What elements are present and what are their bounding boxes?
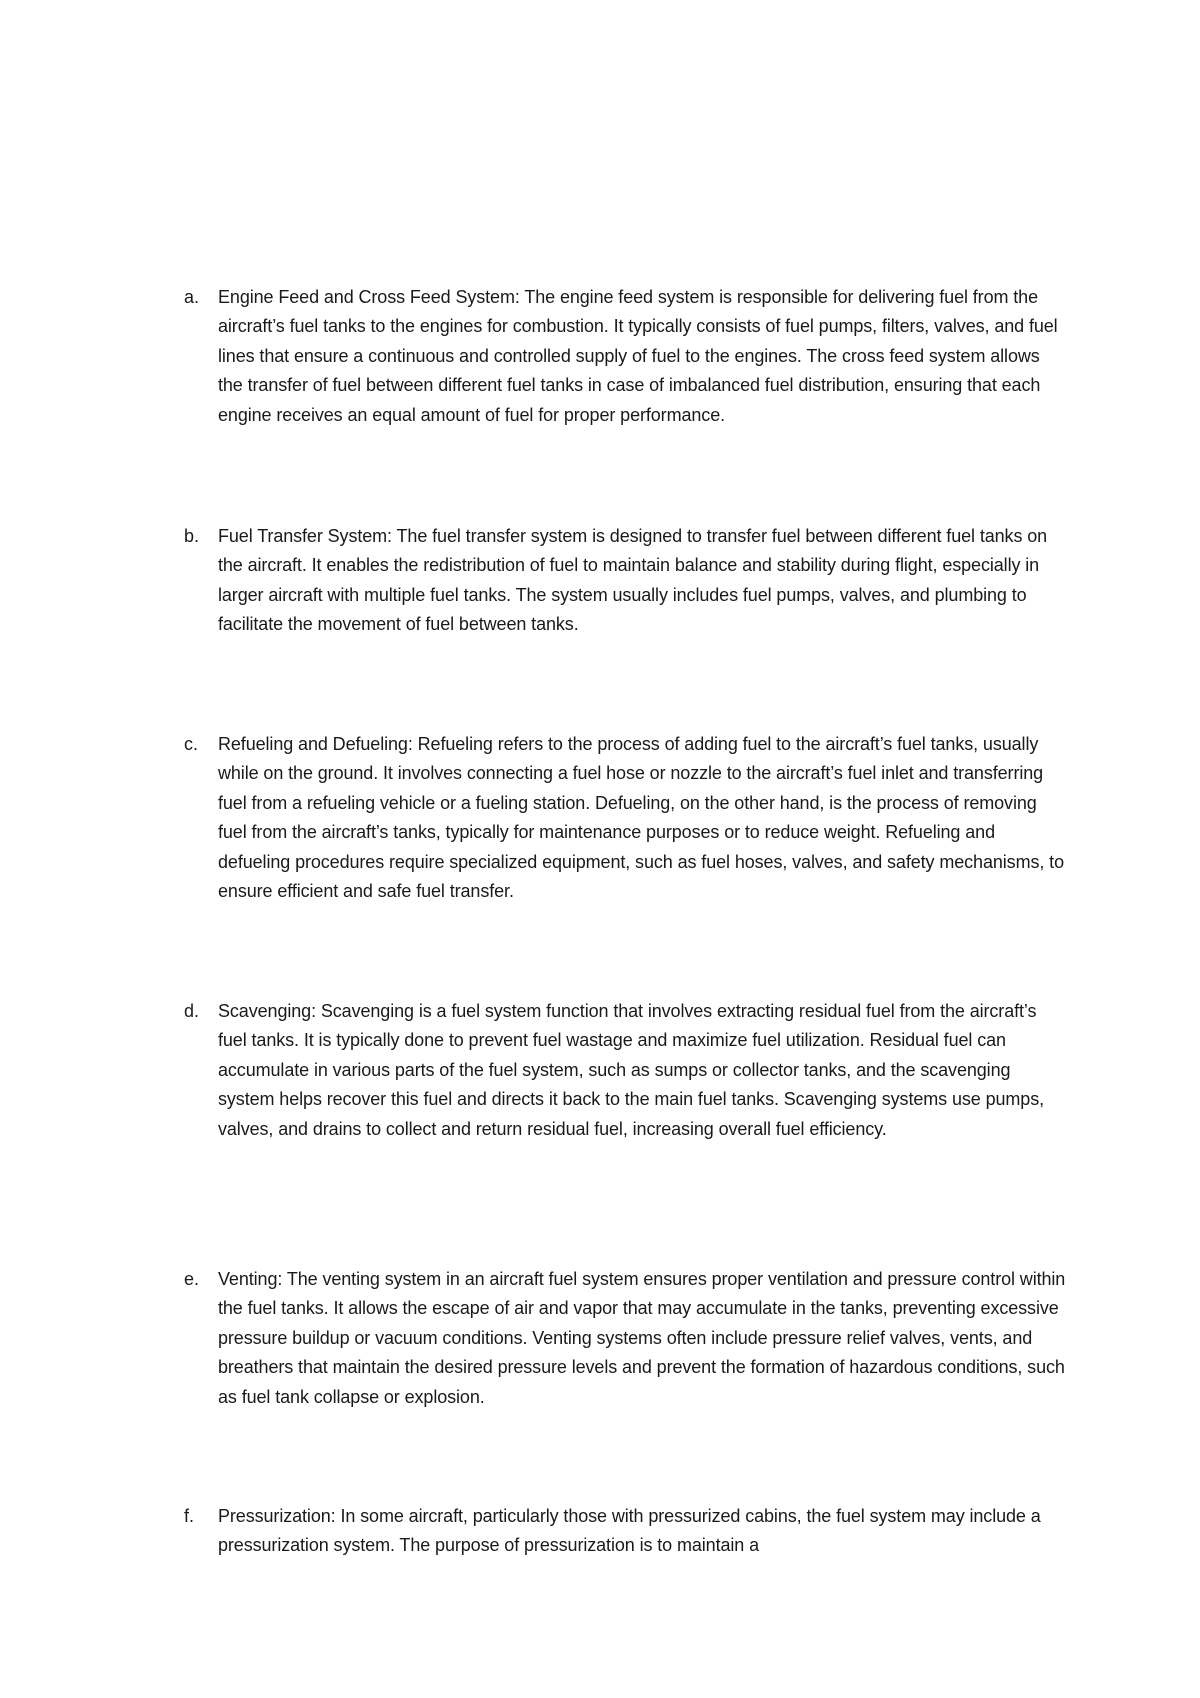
list-marker: c.	[184, 734, 199, 754]
list-item-text: Fuel Transfer System: The fuel transfer system is designed to transfer fuel between different fuel tanks on the aircraft. It enables the redistribution of fuel to maintain balance and stability during flight, especially in larger aircraft with multiple fuel tanks. The system usually includes fuel pumps, valves, and plumbing to facilitate the movement of fuel between tanks.	[218, 526, 1048, 635]
list-marker: f.	[184, 1506, 195, 1526]
list-marker: a.	[184, 287, 200, 307]
list-item-text: Venting: The venting system in an aircraft fuel system ensures proper ventilation and pressure control within the fuel tanks. It allows the escape of air and vapor that may accumulate in the tanks, preventing excessive pressure buildup or vacuum conditions. Venting systems often include pressure relief valves, vents, and breathers that maintain the desired pressure levels and prevent the formation of hazardous conditions, such as fuel tank collapse or explosion.	[218, 1269, 1066, 1407]
list-marker: b.	[184, 526, 200, 546]
list-marker: e.	[184, 1269, 200, 1289]
list-item-text: Engine Feed and Cross Feed System: The engine feed system is responsible for delivering fuel from the aircraft’s fuel tanks to the engines for combustion. It typically consists of fuel pumps, filters, valves, and fuel lines that ensure a continuous and controlled supply of fuel to the engines. The cross feed system allows the transfer of fuel between different fuel tanks in case of imbalanced fuel distribution, ensuring that each engine receives an equal amount of fuel for proper performance.	[218, 287, 1058, 425]
list-marker: d.	[184, 1001, 200, 1021]
list-item-text: Scavenging: Scavenging is a fuel system function that involves extracting residual fuel from the aircraft’s fuel tanks. It is typically done to prevent fuel wastage and maximize fuel utilization. Residual fuel can accumulate in various parts of the fuel system, such as sumps or collector tanks, and the scavenging system helps recover this fuel and directs it back to the main fuel tanks. Scavenging systems use pumps, valves, and drains to collect and return residual fuel, increasing overall fuel efficiency.	[218, 1001, 1044, 1139]
list-item-text: Refueling and Defueling: Refueling refers to the process of adding fuel to the aircraft’s fuel tanks, usually while on the ground. It involves connecting a fuel hose or nozzle to the aircraft’s fuel inlet and transferring fuel from a refueling vehicle or a fueling station. Defueling, on the other hand, is the process of removing fuel from the aircraft’s tanks, typically for maintenance purposes or to reduce weight. Refueling and defueling procedures require specialized equipment, such as fuel hoses, valves, and safety mechanisms, to ensure efficient and safe fuel transfer.	[218, 734, 1064, 902]
list-item-text: Pressurization: In some aircraft, particularly those with pressurized cabins, the fuel system may include a pressurization system. The purpose of pressurization is to maintain a	[218, 1506, 1041, 1556]
